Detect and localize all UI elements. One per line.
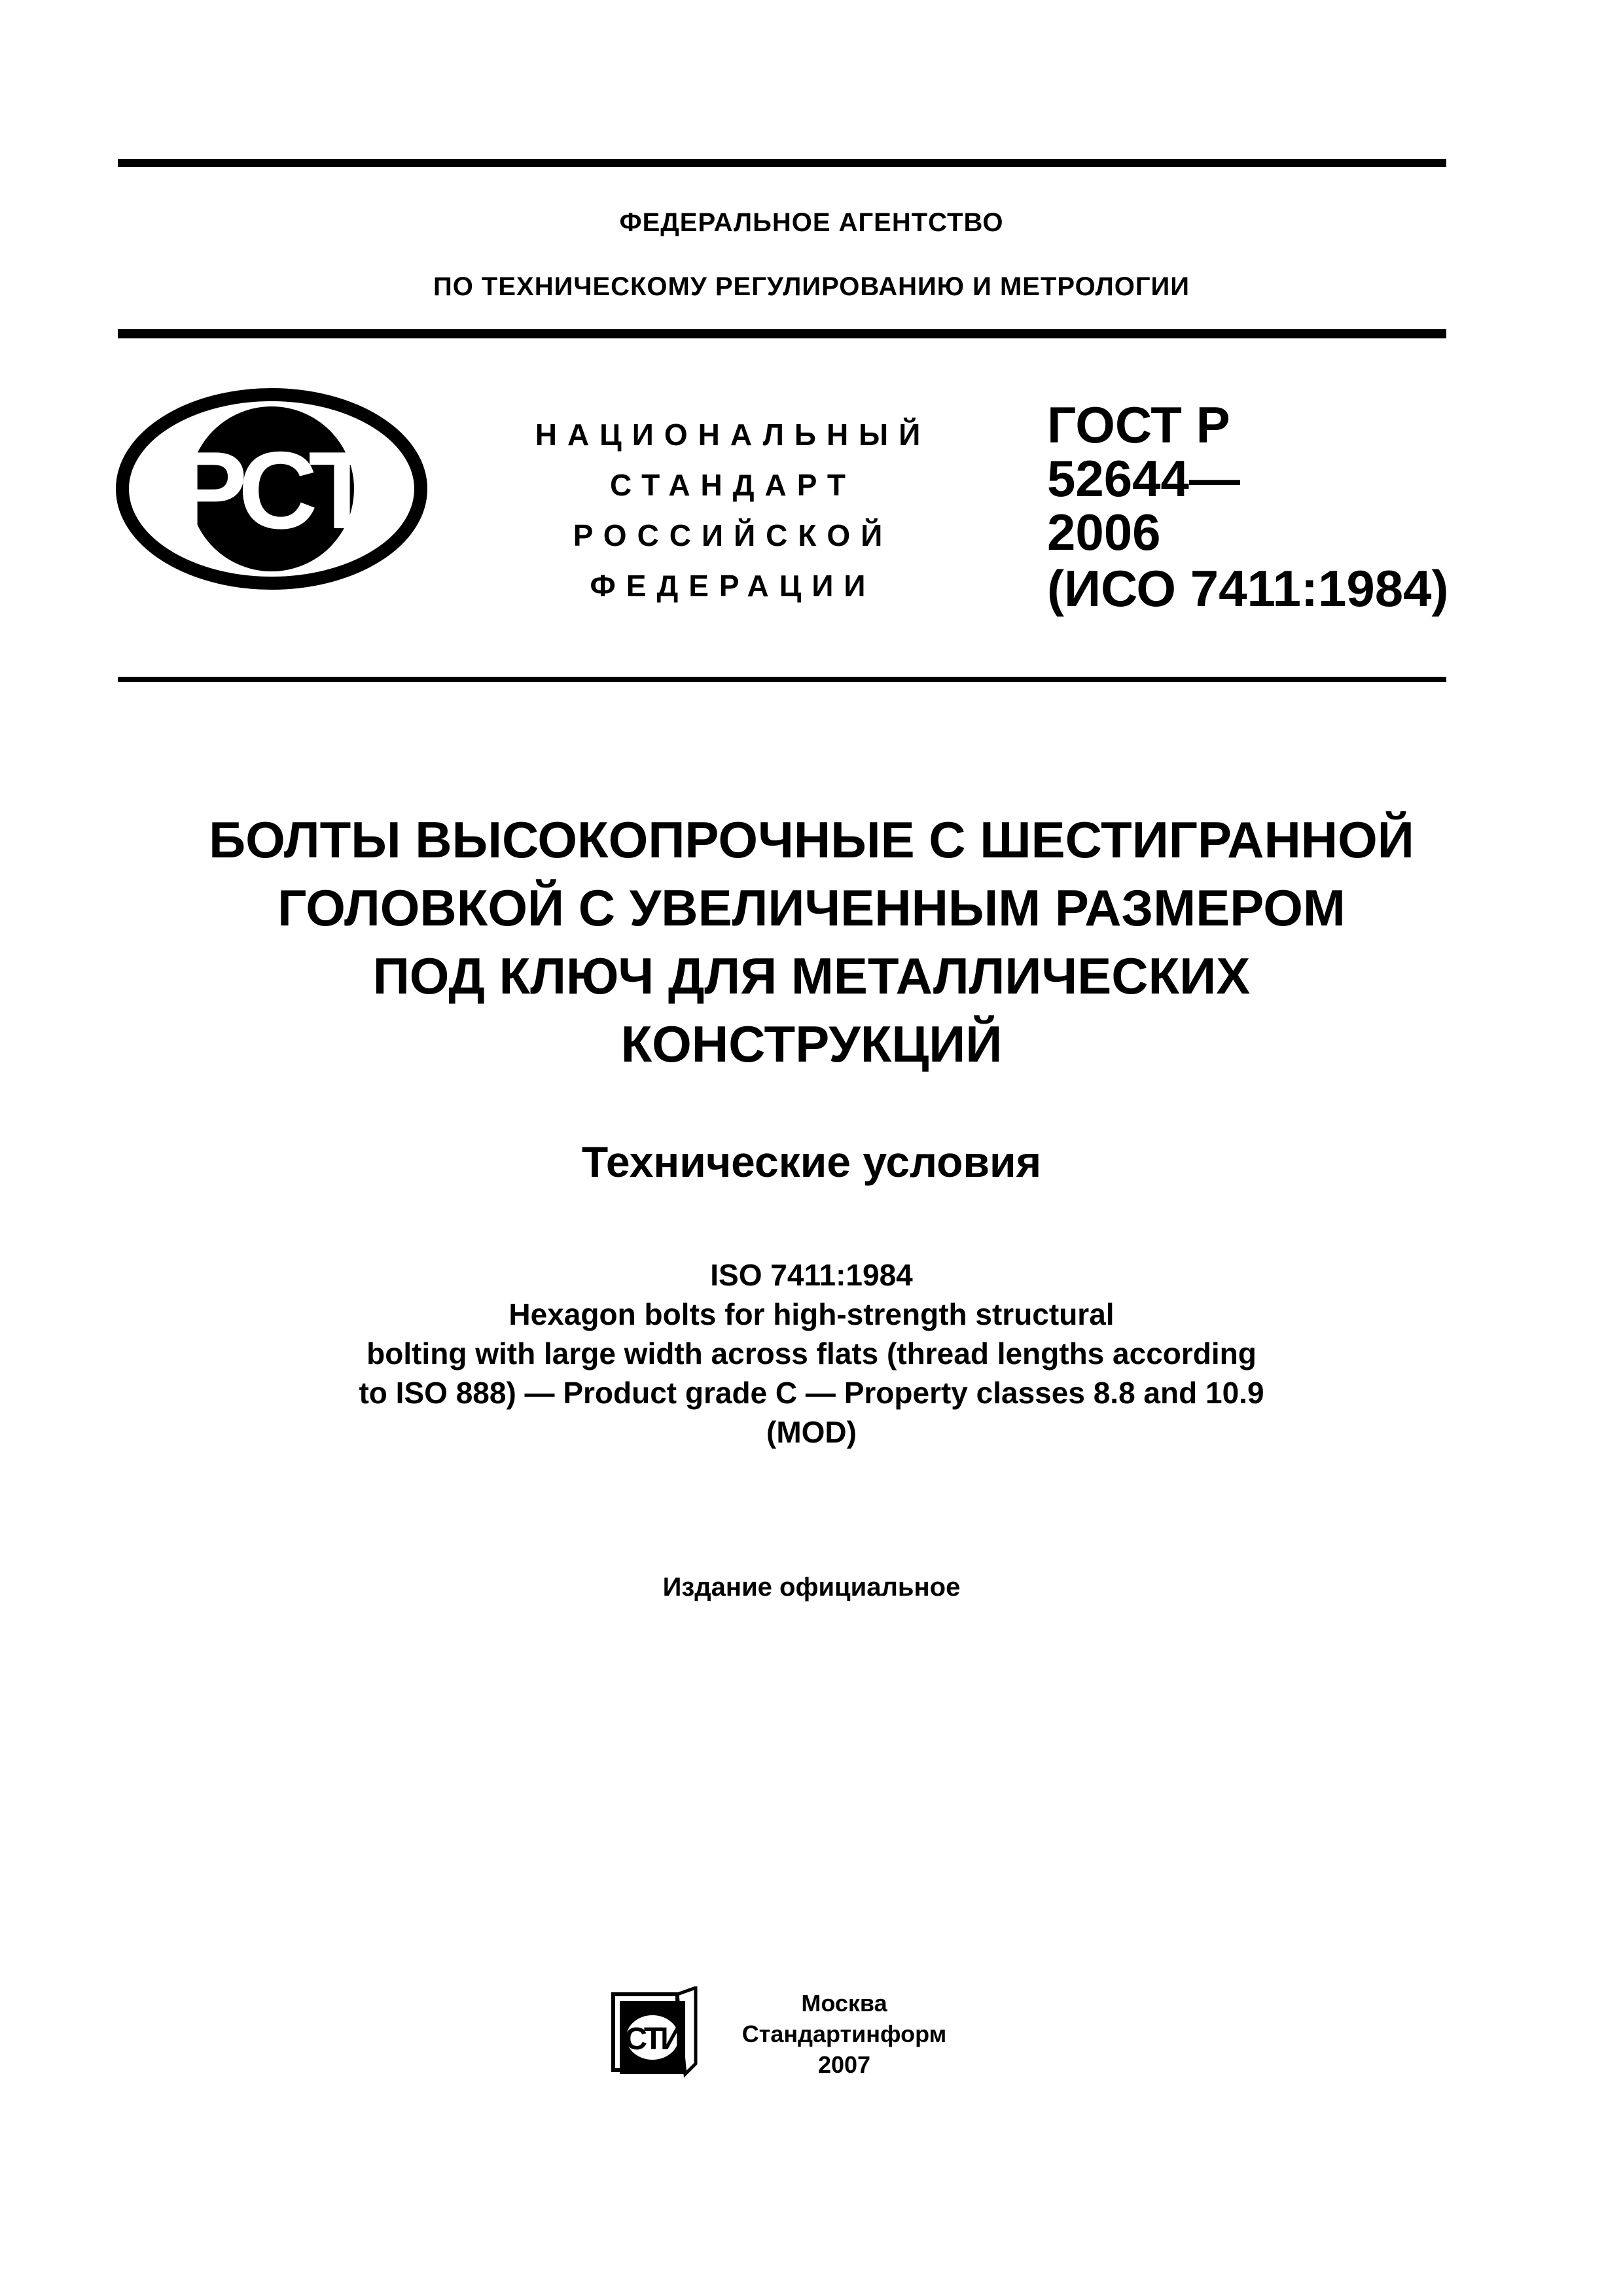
subtitle: Технические условия [581,1138,1042,1186]
national-standard-line-4: ФЕДЕРАЦИИ [590,569,876,603]
gost-designation-line-4: (ИСО 7411:1984) [1047,560,1449,617]
iso-reference-line-2: Hexagon bolts for high-strength structural [508,1297,1115,1331]
publisher-logo-text: СТИ [624,2022,681,2056]
rst-emblem-icon [115,387,429,590]
agency-line-2: ПО ТЕХНИЧЕСКОМУ РЕГУЛИРОВАНИЮ И МЕТРОЛОГИИ [433,272,1190,301]
title-line-4: КОНСТРУКЦИЙ [620,1015,1003,1073]
gost-designation-line-3: 2006 [1047,503,1161,561]
edition-label: Издание официальное [662,1573,961,1602]
agency-line-1: ФЕДЕРАЛЬНОЕ АГЕНТСТВО [619,208,1004,237]
iso-reference-line-4: to ISO 888) — Product grade C — Property classes 8.8 and 10.9 [359,1376,1264,1410]
publisher-year: 2007 [817,2051,871,2078]
rst-logo [115,387,429,590]
gost-designation-line-2: 52644— [1047,450,1240,507]
national-standard-line-2: СТАНДАРТ [610,468,856,502]
national-standard-line-1: НАЦИОНАЛЬНЫЙ [535,418,931,452]
title-line-2: ГОЛОВКОЙ С УВЕЛИЧЕННЫМ РАЗМЕРОМ [277,879,1346,937]
iso-reference-line-1: ISO 7411:1984 [710,1258,913,1292]
national-standard-line-3: РОССИЙСКОЙ [573,518,893,552]
rst-logo-text: РСТ [174,429,369,552]
publisher-name: Стандартинформ [741,2020,947,2047]
iso-reference-line-5: (MOD) [766,1415,857,1449]
iso-reference-line-3: bolting with large width across flats (thread lengths according [366,1336,1257,1371]
gost-designation-line-1: ГОСТ Р [1047,396,1230,454]
publisher-city: Москва [801,1990,887,2017]
designation-rule [118,677,1446,682]
title-line-1: БОЛТЫ ВЫСОКОПРОЧНЫЕ С ШЕСТИГРАННОЙ [209,811,1414,869]
title-line-3: ПОД КЛЮЧ ДЛЯ МЕТАЛЛИЧЕСКИХ [372,947,1251,1005]
standartinform-logo-icon [605,1986,704,2078]
top-rule [118,159,1446,167]
publisher-logo [605,1986,704,2078]
header-rule [118,329,1446,338]
